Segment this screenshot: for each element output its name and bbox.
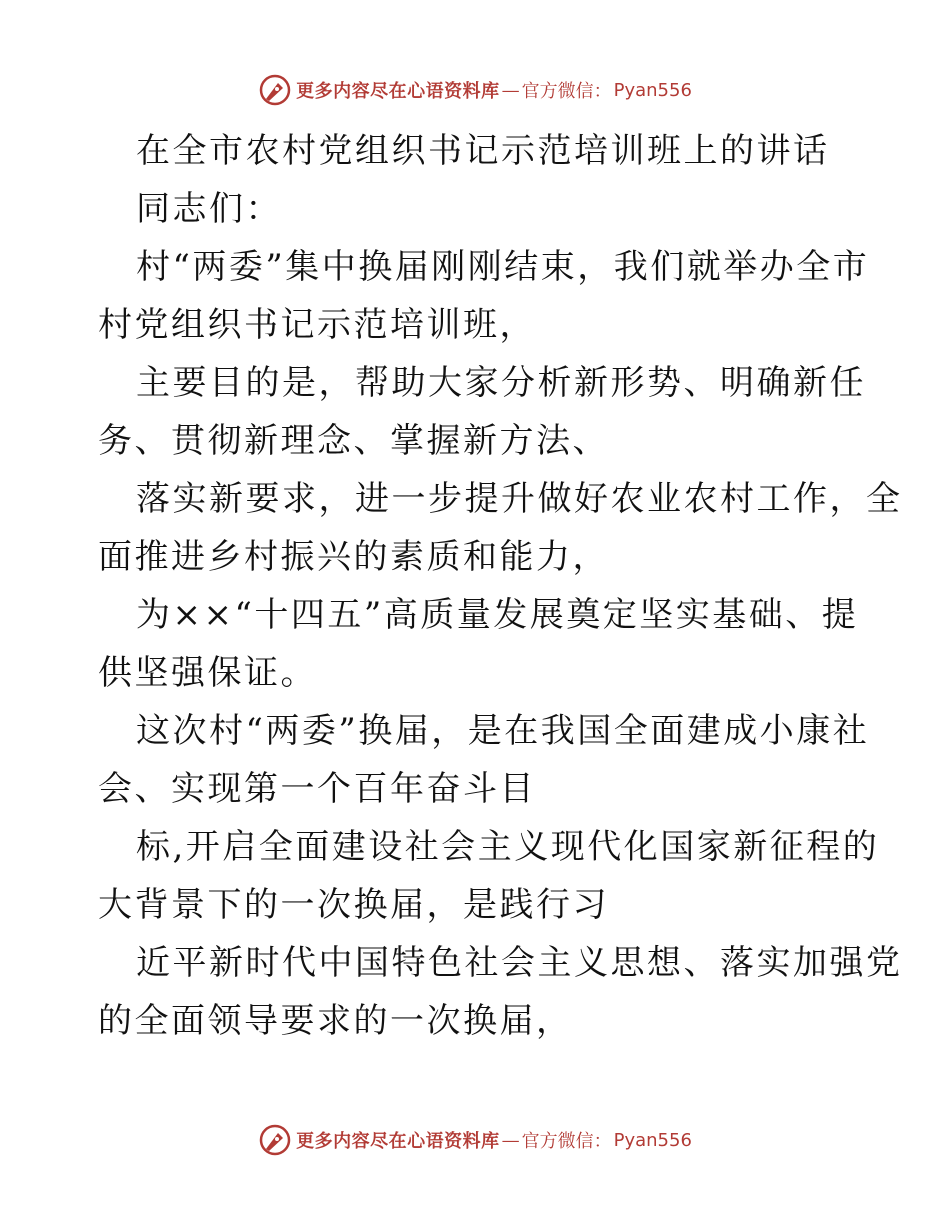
- pen-nib-logo-icon: [258, 73, 292, 107]
- paragraph-line: 大背景下的一次换届，是践行习: [98, 885, 609, 925]
- paragraph-line: 这次村“两委”换届，是在我国全面建成小康社: [136, 711, 870, 751]
- paragraph-line: 供坚强保证。: [98, 653, 317, 693]
- paragraph-line: 会、实现第一个百年奋斗目: [98, 769, 536, 809]
- paragraph-line: 主要目的是，帮助大家分析新形势、明确新任: [136, 363, 866, 403]
- banner-wechat-id: Pyan556: [613, 1129, 692, 1151]
- banner-site-text: 更多内容尽在心语资料库: [296, 81, 500, 102]
- footer-banner: [0, 1120, 950, 1160]
- paragraph-line: 标,开启全面建设社会主义现代化国家新征程的: [136, 827, 880, 867]
- paragraph-line: 务、贯彻新理念、掌握新方法、: [98, 421, 609, 461]
- banner-wechat-id: Pyan556: [613, 79, 692, 101]
- paragraph-line: 为××“十四五”高质量发展奠定坚实基础、提: [136, 595, 859, 635]
- paragraph-line: 村“两委”集中换届刚刚结束，我们就举办全市: [136, 247, 870, 287]
- salutation: 同志们：: [136, 189, 282, 229]
- document-title: 在全市农村党组织书记示范培训班上的讲话: [136, 131, 830, 171]
- paragraph-line: 的全面领导要求的一次换届，: [98, 1001, 573, 1041]
- banner-wechat-label: 官方微信：: [521, 1131, 612, 1152]
- paragraph-line: 近平新时代中国特色社会主义思想、落实加强党: [136, 943, 903, 983]
- paragraph-line: 落实新要求，进一步提升做好农业农村工作，全: [136, 479, 903, 519]
- document-body: [98, 122, 903, 1050]
- header-banner: [0, 70, 950, 110]
- pen-nib-logo-icon: [258, 1123, 292, 1157]
- paragraph-line: 村党组织书记示范培训班，: [98, 305, 536, 345]
- paragraph-line: 面推进乡村振兴的素质和能力，: [98, 537, 609, 577]
- banner-separator: —: [501, 1129, 520, 1151]
- banner-site-text: 更多内容尽在心语资料库: [296, 1131, 500, 1152]
- banner-separator: —: [501, 79, 520, 101]
- banner-wechat-label: 官方微信：: [521, 81, 612, 102]
